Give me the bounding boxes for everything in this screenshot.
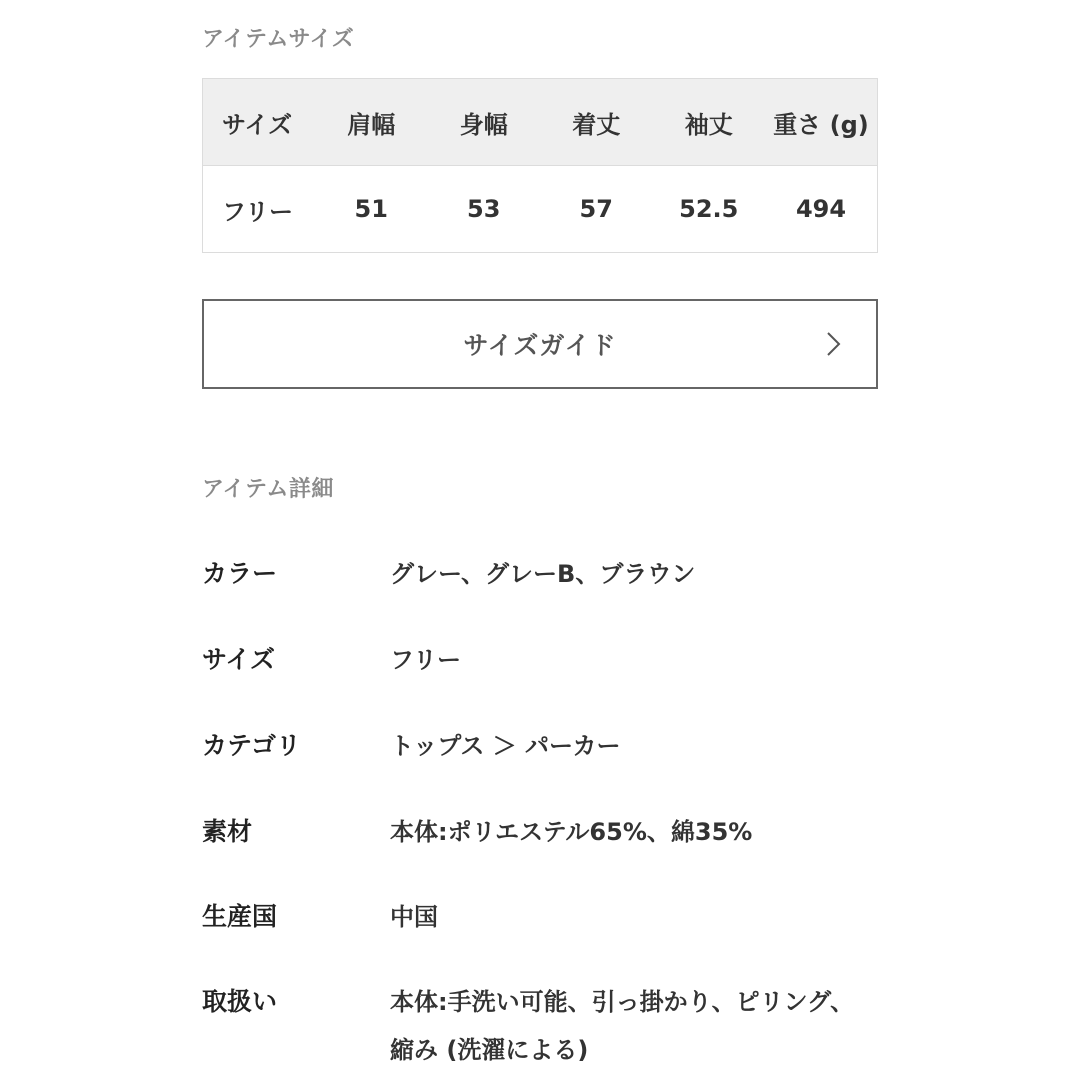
detail-label: サイズ: [202, 645, 276, 674]
detail-label: カテゴリ: [202, 731, 302, 760]
detail-row-category: [202, 722, 621, 770]
cell-body-width: 53: [467, 195, 501, 223]
detail-row-color: [202, 550, 695, 598]
size-table: [202, 78, 878, 253]
chevron-right-icon: [820, 331, 846, 357]
item-detail-heading: アイテム詳細: [202, 477, 334, 502]
detail-row-material: [202, 808, 752, 856]
detail-label: 取扱い: [202, 987, 278, 1016]
header-shoulder-width: 肩幅: [315, 79, 428, 166]
detail-label: カラー: [202, 559, 278, 588]
size-guide-label: サイズガイド: [463, 331, 617, 360]
header-weight: 重さ (g): [765, 79, 878, 166]
detail-value: 中国: [390, 903, 438, 931]
cell-weight: 494: [795, 195, 847, 223]
header-sleeve-length: 袖丈: [653, 79, 766, 166]
detail-value: トップス ＞ パーカー: [390, 732, 621, 760]
detail-label: 生産国: [202, 902, 278, 931]
detail-value: フリー: [390, 646, 462, 674]
detail-row-care: [202, 978, 860, 1074]
size-guide-button[interactable]: [202, 299, 878, 389]
detail-value: 本体:手洗い可能、引っ掛かり、ピリング、縮み (洗濯による): [390, 988, 855, 1064]
detail-row-size: [202, 636, 461, 684]
cell-sleeve-length: 52.5: [679, 195, 739, 223]
detail-value: グレー、グレーB、ブラウン: [390, 560, 696, 588]
detail-row-origin: [202, 893, 438, 941]
table-row: [203, 166, 878, 253]
cell-size: フリー: [222, 197, 294, 226]
size-table-header-row: [203, 79, 878, 166]
cell-length: 57: [579, 195, 613, 223]
detail-value: 本体:ポリエステル65%、綿35%: [390, 818, 753, 846]
header-length: 着丈: [540, 79, 653, 166]
cell-shoulder-width: 51: [354, 195, 388, 223]
header-size: サイズ: [203, 79, 316, 166]
detail-label: 素材: [202, 817, 253, 846]
item-size-heading: アイテムサイズ: [202, 27, 355, 52]
header-body-width: 身幅: [428, 79, 541, 166]
